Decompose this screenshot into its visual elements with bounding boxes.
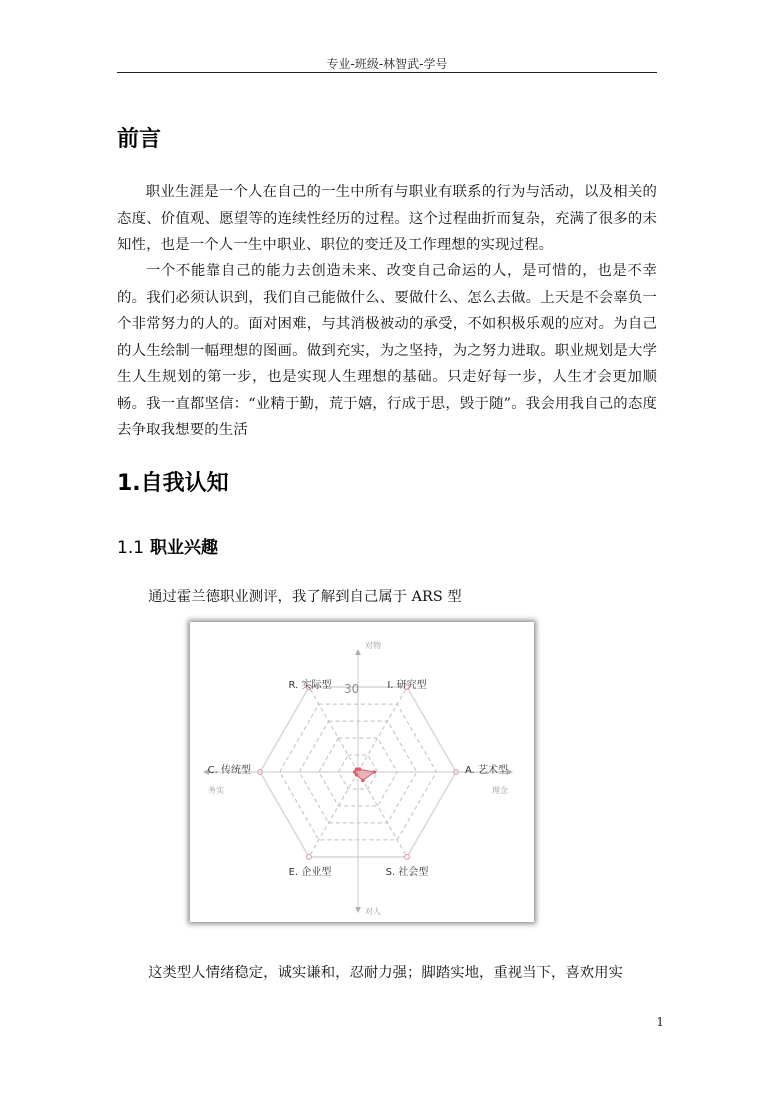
radar-spoke [358,687,407,772]
holland-radar-chart [190,622,534,922]
radar-spoke [309,772,358,857]
radar-type-label: I. 研究型 [387,680,427,691]
preface-paragraph-1: 职业生涯是一个人在自己的一生中所有与职业有联系的行为与活动，以及相关的态度、价值观、愿望等的连续性经历的过程。这个过程曲折而复杂，充满了很多的未知性，也是一个人一生中职业、职位的变迁及工作理想的实现过程。 [117,184,657,253]
section-1-1-label: 职业兴趣 [149,538,218,558]
section-1-1-number: 1.1 [117,538,145,558]
radar-data-point [353,770,357,774]
radar-spoke [358,772,407,857]
holland-radar-figure [190,622,534,922]
radar-data-point [358,767,362,771]
radar-vertex-marker [307,855,312,860]
header-rule [117,72,657,73]
radar-type-label: S. 社会型 [385,867,429,878]
radar-type-label: E. 企业型 [288,867,332,878]
radar-tick-label: 30 [344,682,360,696]
radar-spoke [309,687,358,772]
section-1-title: 1.自我认知 [117,471,229,496]
preface-title: 前言 [117,127,162,152]
holland-intro: 通过霍兰德职业测评，我了解到自己属于 ARS 型 [148,589,462,605]
radar-type-label: C. 传统型 [207,765,251,776]
axis-label-bottom: 对人 [365,907,381,916]
radar-vertex-marker [405,855,410,860]
radar-type-label: R. 实际型 [288,680,332,691]
axis-label-right: 理念 [492,786,508,795]
preface-paragraph-2: 一个不能靠自己的能力去创造未来、改变自己命运的人，是可惜的，也是不幸的。我们必须认识到，我们自己能做什么、要做什么、怎么去做。上天是不会辜负一个非常努力的人的。面对困难，与其消极被动的承受，不如积极乐观的应对。为自己的人生绘制一幅理想的图画。做到充实，为之坚持，为之努力进取。职业规划是大学生人生规划的第一步，也是实现人生理想的基础。只走好每一步，人生才会更加顺畅。我一直都坚信：“业精于勤，荒于嬉，行成于思，毁于随”。我会用我自己的态度去争取我想要的生活 [117,263,657,438]
holland-description: 这类型人情绪稳定，诚实谦和，忍耐力强；脚踏实地，重视当下，喜欢用实 [148,965,623,981]
axis-label-top: 对物 [365,641,381,650]
page-header: 专业-班级-林智武-学号 [326,57,448,71]
section-1-1-title [117,533,218,558]
radar-type-label: A. 艺术型 [465,765,509,776]
page-number: 1 [656,1015,664,1029]
radar-data-point [361,779,365,783]
axis-label-left: 务实 [208,786,224,795]
radar-data-point [373,770,377,774]
